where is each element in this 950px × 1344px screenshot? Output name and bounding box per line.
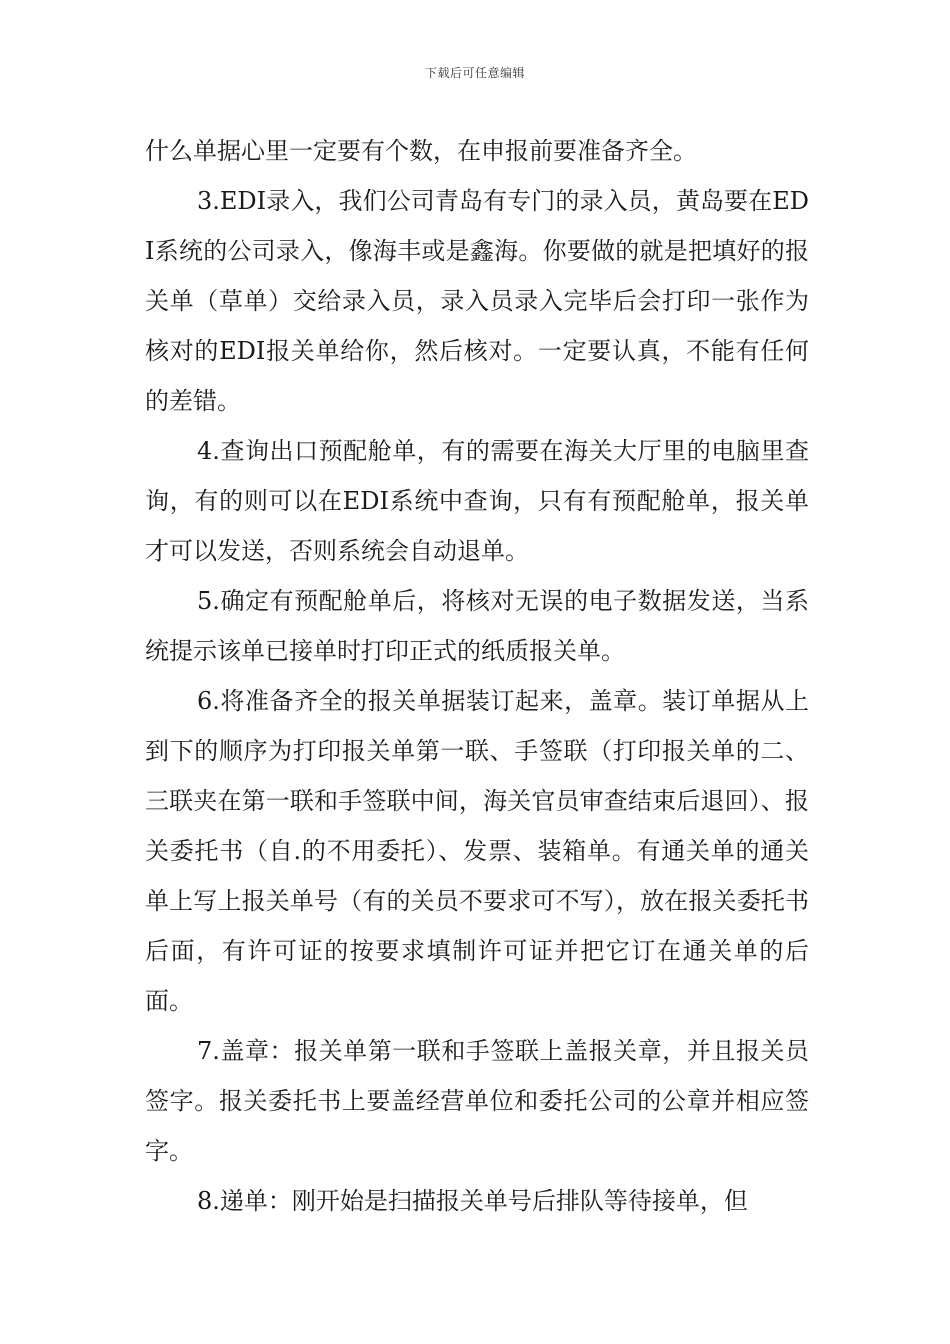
paragraph-step-6-binding: 6.将准备齐全的报关单据装订起来，盖章。装订单据从上到下的顺序为打印报关单第一联、手签联（打印报关单的二、三联夹在第一联和手签联中间，海关官员审查结束后退回）、报关委托书（自.的不用委托）、发票、装箱单。有通关单的通关单上写上报关单号（有的关员不要求可不写），放在报关委托书后面，有许可证的按要求填制许可证并把它订在通关单的后面。: [145, 687, 809, 1015]
paragraph-step-3-edi-entry: 3.EDI录入，我们公司青岛有专门的录入员，黄岛要在EDI系统的公司录入，像海丰或是鑫海。你要做的就是把填好的报关单（草单）交给录入员，录入员录入完毕后会打印一张作为核对的EDI报关单给你，然后核对。一定要认真，不能有任何的差错。: [145, 187, 809, 415]
page-header: 下载后可任意编辑: [424, 66, 525, 80]
paragraph-step-4-manifest-query: 4.查询出口预配舱单，有的需要在海关大厅里的电脑里查询，有的则可以在EDI系统中查询，只有有预配舱单，报关单才可以发送，否则系统会自动退单。: [145, 437, 809, 565]
paragraph-step-7-stamping: 7.盖章：报关单第一联和手签联上盖报关章，并且报关员签字。报关委托书上要盖经营单位和委托公司的公章并相应签字。: [145, 1037, 809, 1165]
paragraph-step-5-send-data: 5.确定有预配舱单后，将核对无误的电子数据发送，当系统提示该单已接单时打印正式的纸质报关单。: [145, 587, 809, 665]
paragraph-step-8-submission: 8.递单：刚开始是扫描报关单号后排队等待接单，但: [197, 1187, 748, 1215]
document-body: [145, 126, 809, 1226]
paragraph-continuation: 什么单据心里一定要有个数，在申报前要准备齐全。: [145, 137, 697, 165]
